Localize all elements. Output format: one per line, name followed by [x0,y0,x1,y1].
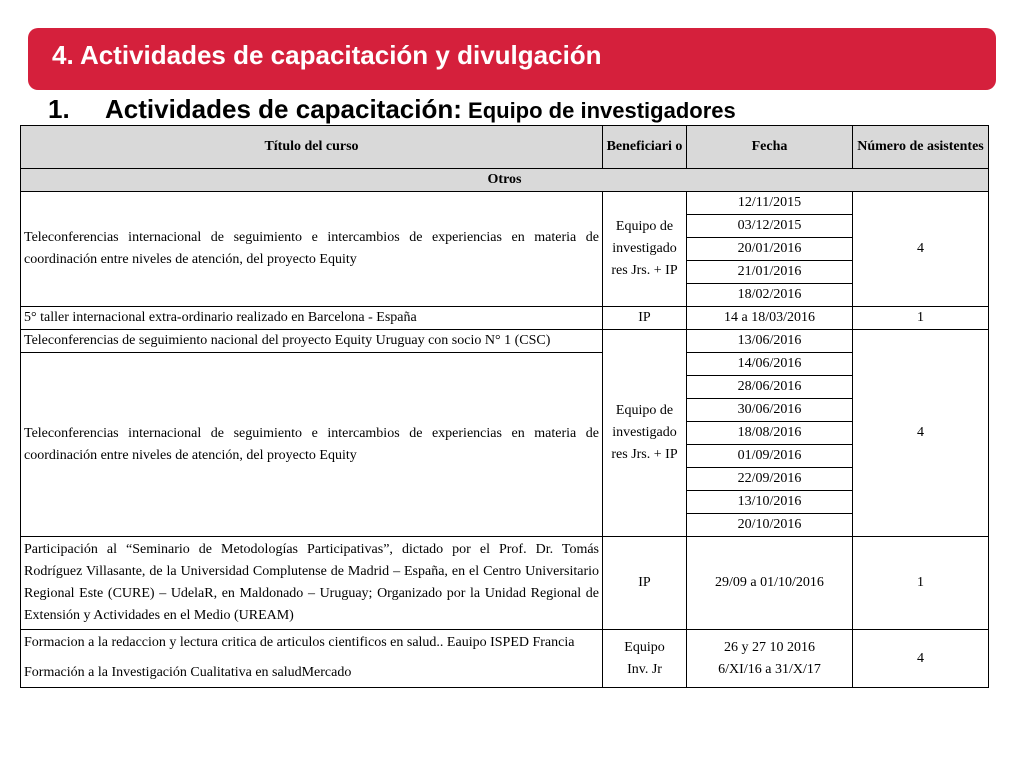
table-row [21,537,989,630]
course-title-secondary: Formación a la Investigación Cualitativa en saludMercado [24,665,352,680]
attendees-cell: 4 [853,192,989,307]
beneficiary-line: Equipo de [615,219,674,234]
beneficiary-line: investigado [612,241,677,256]
date-line: 6/XI/16 a 31/X/17 [718,661,821,677]
date-cell: 14/06/2016 [687,353,853,376]
date-cell: 18/02/2016 [687,284,853,307]
col-header-date: Fecha [687,126,853,169]
date-cell: 21/01/2016 [687,261,853,284]
attendees-cell: 1 [853,307,989,330]
section-banner [28,28,996,90]
spacer [24,654,599,662]
course-title: Participación al “Seminario de Metodologías Participativas”, dictado por el Prof. Dr. Tomás Rodríguez Villasante, de la Universidad Complutense de Madrid – España, en el Centro Universitario Regional Este (CURE) – UdelaR, en Maldonado – Uruguay; Organizado por la Unidad Regional de Extensión y Actividades en el Medio (UREAM) [21,537,603,630]
beneficiary-cell: IP [603,307,687,330]
date-cell: 13/06/2016 [687,330,853,353]
course-title: Teleconferencias de seguimiento nacional del proyecto Equity Uruguay con socio N° 1 (CSC) [21,330,603,353]
date-cell: 29/09 a 01/10/2016 [687,537,853,630]
date-cell: 12/11/2015 [687,192,853,215]
col-header-attendees: Número de asistentes [853,126,989,169]
beneficiary-cell [603,330,687,537]
table-row [21,353,989,376]
course-title: Formacion a la redaccion y lectura critica de articulos cientificos en salud.. Eauipo ISPED Francia [24,635,575,650]
attendees-cell: 4 [853,630,989,688]
beneficiary-line: Equipo de [615,403,674,418]
date-cell: 30/06/2016 [687,399,853,422]
col-header-beneficiary: Beneficiari o [603,126,687,169]
col-header-title: Título del curso [21,126,603,169]
subtitle-number: 1. [48,94,70,124]
date-line: 26 y 27 10 2016 [724,639,815,655]
date-cell: 20/01/2016 [687,238,853,261]
subtitle-rest: Equipo de investigadores [461,98,736,123]
slide-subtitle [48,94,736,125]
attendees-cell: 1 [853,537,989,630]
course-title: 5° taller internacional extra-ordinario realizado en Barcelona - España [21,307,603,330]
table-row [21,307,989,330]
course-title: Teleconferencias internacional de seguimiento e intercambios de experiencias en materia de coordinación entre niveles de atención, del proyecto Equity [21,353,603,537]
banner-title: 4. Actividades de capacitación y divulgación [52,40,602,70]
date-cell: 03/12/2015 [687,215,853,238]
beneficiary-line: res Jrs. + IP [611,263,678,278]
activities-table [20,125,989,688]
beneficiary-cell [603,192,687,307]
section-row [21,169,989,192]
date-cell: 28/06/2016 [687,376,853,399]
table-header-row [21,126,989,169]
beneficiary-cell: IP [603,537,687,630]
table-row [21,630,989,688]
beneficiary-line: res Jrs. + IP [611,447,678,462]
beneficiary-line: Inv. Jr [627,661,662,677]
date-cell: 13/10/2016 [687,491,853,514]
attendees-cell: 4 [853,330,989,537]
beneficiary-line: Equipo [624,639,665,655]
date-cell: 01/09/2016 [687,445,853,468]
date-cell: 20/10/2016 [687,514,853,537]
subtitle-main: Actividades de capacitación: [105,94,462,124]
beneficiary-cell [603,630,687,688]
section-label: Otros [21,169,989,192]
date-cell: 22/09/2016 [687,468,853,491]
date-cell [687,630,853,688]
course-title-cell [21,630,603,688]
table-row [21,192,989,215]
date-cell: 14 a 18/03/2016 [687,307,853,330]
beneficiary-line: investigado [612,425,677,440]
course-title: Teleconferencias internacional de seguimiento e intercambios de experiencias en materia de coordinación entre niveles de atención, del proyecto Equity [21,192,603,307]
date-cell: 18/08/2016 [687,422,853,445]
